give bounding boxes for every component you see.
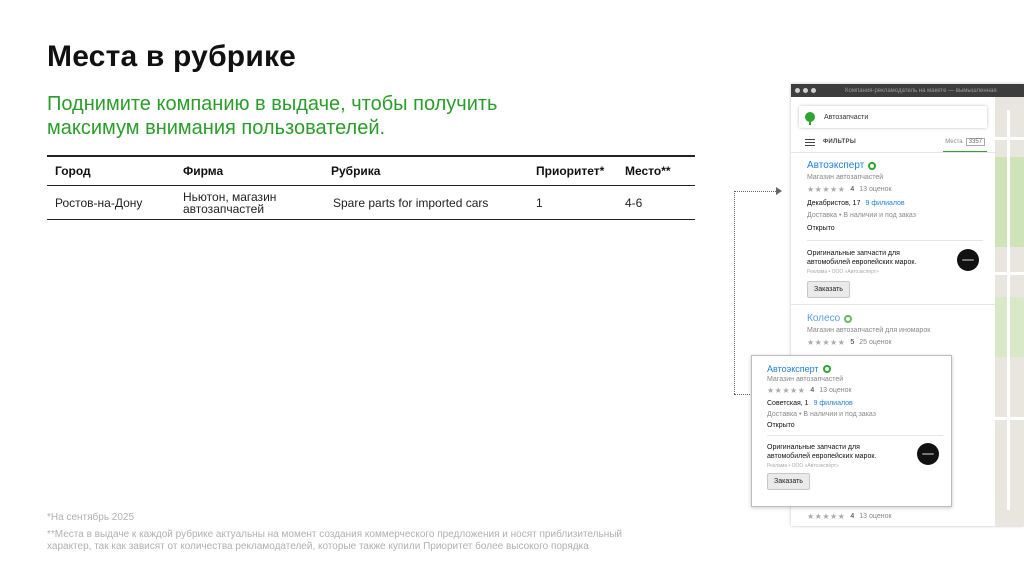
order-button[interactable]: Заказать	[807, 281, 850, 298]
ad-block[interactable]	[767, 443, 943, 469]
reviews-count[interactable]: 13 оценок	[819, 387, 852, 394]
pin-icon	[805, 112, 815, 122]
open-status: Открыто	[807, 225, 835, 232]
table-row	[47, 186, 695, 219]
rating-value: 5	[850, 339, 855, 346]
ad-text: Оригинальные запчасти для автомобилей европейских марок.	[807, 250, 917, 266]
divider	[807, 240, 983, 241]
window-dot-icon	[803, 88, 808, 93]
rating-row	[807, 185, 983, 194]
address: Советская, 1	[767, 400, 809, 407]
table-header	[47, 157, 695, 186]
star-icon: ★★★★★	[807, 338, 846, 347]
slide-title: Места в рубрике	[47, 40, 297, 73]
map-road	[995, 272, 1024, 275]
star-icon: ★★★★★	[807, 185, 846, 194]
footnote-note: **Места в выдаче к каждой рубрике актуальны на момент создания коммерческого предложения и носят приблизительный характер, так как зависят от количества рекламодателей, которые также купили Приоритет более высокого порядка	[47, 529, 622, 552]
footnote-date: *На сентябрь 2025	[47, 512, 135, 523]
map-panel[interactable]	[995, 97, 1024, 526]
branches-link[interactable]: 9 филиалов	[813, 400, 853, 407]
star-icon: ★★★★★	[767, 386, 806, 395]
browser-titlebar	[791, 84, 1024, 97]
divider	[791, 152, 995, 153]
arrow-icon	[776, 187, 782, 195]
place-category: Магазин автозапчастей	[767, 376, 844, 383]
reviews-count[interactable]: 25 оценок	[859, 339, 892, 346]
place-card[interactable]	[791, 160, 995, 298]
connector-line	[734, 191, 735, 394]
place-category: Магазин автозапчастей	[807, 174, 884, 181]
ad-block[interactable]	[807, 249, 983, 275]
menu-icon[interactable]	[805, 139, 815, 146]
address-row	[807, 200, 983, 207]
header-priority: Приоритет*	[536, 164, 605, 178]
rating-row	[767, 386, 943, 395]
place-name-link[interactable]	[807, 313, 995, 324]
cell-rubric: Spare parts for imported cars	[333, 195, 489, 210]
verified-icon	[823, 365, 831, 373]
address: Декабристов, 17	[807, 200, 861, 207]
header-firm: Фирма	[183, 164, 224, 178]
address-row	[767, 400, 943, 407]
zoomed-place-card	[751, 355, 952, 507]
filter-bar	[799, 133, 987, 151]
order-button[interactable]: Заказать	[767, 473, 810, 490]
rating-row	[807, 512, 995, 521]
reviews-count: 13 оценок	[859, 513, 892, 520]
header-place: Место**	[625, 164, 671, 178]
ad-disclaimer: Реклама • ООО «Автоэксперт»	[767, 463, 839, 469]
place-name[interactable]: Автоэксперт	[807, 160, 865, 171]
header-city: Город	[55, 164, 91, 178]
place-name-link[interactable]	[767, 364, 943, 374]
star-icon: ★★★★★	[807, 512, 846, 521]
place-card-peek	[791, 512, 995, 521]
rating-value: 4	[850, 186, 855, 193]
divider	[767, 435, 943, 436]
cell-firm: Ньютон, магазин автозапчастей	[183, 189, 277, 216]
cell-city: Ростов-на-Дону	[55, 195, 143, 210]
delivery-info: Доставка • В наличии и под заказ	[767, 411, 876, 418]
rating-value: 4	[850, 513, 855, 520]
map-road	[995, 417, 1024, 420]
slide-subtitle: Поднимите компанию в выдаче, чтобы получить максимум внимания пользователей.	[47, 93, 498, 139]
cell-priority: 1	[536, 195, 543, 210]
connector-line-bottom	[734, 394, 750, 395]
place-category: Магазин автозапчастей для иномарок	[807, 327, 931, 334]
branches-link[interactable]: 9 филиалов	[865, 200, 905, 207]
places-count-badge: 3357	[966, 138, 985, 146]
header-rubric: Рубрика	[331, 164, 381, 178]
verified-icon	[844, 315, 852, 323]
priority-table	[47, 155, 695, 220]
ad-disclaimer: Реклама • ООО «Автоэксперт»	[807, 269, 879, 275]
delivery-info: Доставка • В наличии и под заказ	[807, 212, 916, 219]
place-name-link[interactable]	[807, 160, 983, 171]
window-dot-icon	[811, 88, 816, 93]
connector-line-top	[734, 191, 778, 192]
open-status: Открыто	[767, 422, 795, 429]
window-dot-icon	[795, 88, 800, 93]
reviews-count[interactable]: 13 оценок	[859, 186, 892, 193]
browser-title: Компания-рекламодатель на макете — вымышленная	[845, 87, 997, 94]
rating-value: 4	[810, 387, 815, 394]
rating-row	[807, 338, 995, 347]
filters-button[interactable]: ФИЛЬТРЫ	[823, 139, 856, 145]
brand-logo-icon	[917, 443, 939, 465]
verified-icon	[868, 162, 876, 170]
tab-places[interactable]: Места	[945, 139, 963, 145]
brand-logo-icon	[957, 249, 979, 271]
place-name[interactable]: Колесо	[807, 313, 841, 324]
search-query: Автозапчасти	[824, 113, 869, 121]
divider	[791, 304, 995, 305]
search-input[interactable]	[799, 106, 987, 128]
ad-text: Оригинальные запчасти для автомобилей европейских марок.	[767, 444, 877, 460]
place-name[interactable]: Автоэксперт	[767, 364, 819, 374]
map-road	[1007, 110, 1010, 510]
cell-place: 4-6	[625, 195, 643, 210]
place-card[interactable]	[791, 313, 995, 347]
